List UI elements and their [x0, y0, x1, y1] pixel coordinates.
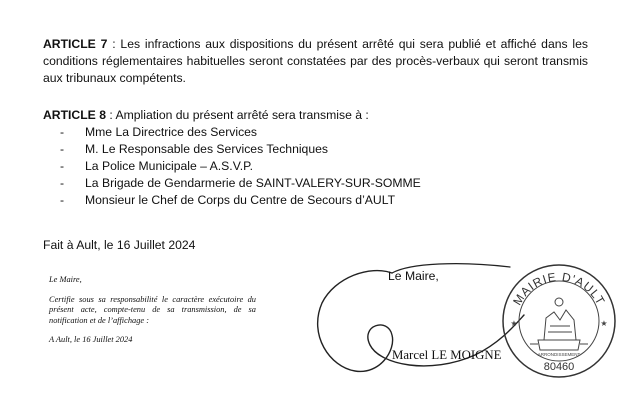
article-7-label: ARTICLE 7: [43, 37, 108, 51]
place-date-line: Fait à Ault, le 16 Juillet 2024: [43, 238, 196, 252]
svg-text:80460: 80460: [543, 361, 575, 373]
list-item: - La Police Municipale – A.S.V.P.: [60, 159, 254, 173]
recipient-list: [43, 124, 588, 209]
executory-certification-block: [49, 275, 256, 346]
svg-text:★: ★: [600, 319, 608, 328]
article-8-text: : Ampliation du présent arrêté sera transmise à :: [105, 108, 369, 122]
svg-text:MAIRIE D'AULT: MAIRIE D'AULT: [510, 269, 608, 308]
exec-title: Le Maire,: [49, 275, 82, 284]
signatory-name: Marcel LE MOIGNE: [392, 348, 502, 362]
list-item: - Monsieur le Chef de Corps du Centre de Secours d’AULT: [60, 193, 396, 207]
svg-text:★: ★: [510, 319, 518, 328]
svg-text:ARRONDISSEMENT: ARRONDISSEMENT: [537, 352, 581, 357]
article-7: [43, 36, 588, 87]
exec-date-line: A Ault, le 16 Juillet 2024: [49, 335, 133, 344]
article-7-text: : Les infractions aux dispositions du présent arrêté qui sera publié et affiché dans les conditions réglementaires habituelles seront constatées par des procès-verbaux qui seront transmis aux tribunaux compétents.: [43, 37, 588, 85]
signature-title: Le Maire,: [388, 269, 439, 283]
article-8: [43, 107, 588, 209]
list-item: - M. Le Responsable des Services Techniques: [60, 142, 328, 156]
bullet-dash: -: [60, 142, 65, 156]
list-item: - Mme La Directrice des Services: [60, 125, 258, 139]
bullet-dash: -: [60, 125, 65, 139]
bullet-dash: -: [60, 193, 65, 207]
bullet-dash: -: [60, 159, 65, 173]
bullet-dash: -: [60, 176, 65, 190]
article-8-label: ARTICLE 8: [43, 108, 106, 122]
list-item: - La Brigade de Gendarmerie de SAINT-VALERY-SUR-SOMME: [60, 176, 421, 190]
exec-certification-text: Certifie sous sa responsabilité le caractère exécutoire du présent acte, compte-tenu de sa transmission, de sa notification et de l’affichage :: [49, 294, 256, 325]
mairie-seal-stamp: [500, 262, 618, 380]
